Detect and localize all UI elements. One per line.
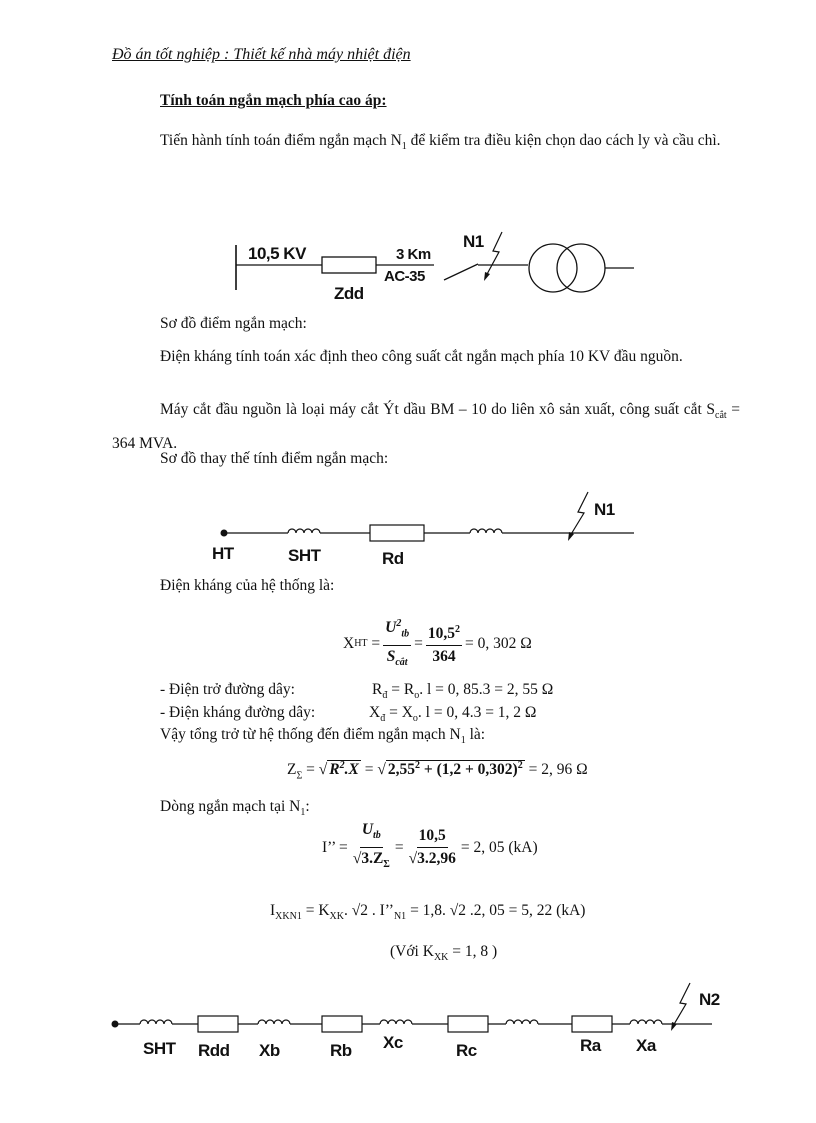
equation-xht: X HT = $\frac{U^2_{tb}}{S_{cắt}}$ = $\frac{10,5^2}{364}$ = 0, 302 Ω — [343, 614, 532, 673]
line-length-label: 3 Km — [396, 246, 431, 263]
diagram3-label-rdd: Rdd — [198, 1041, 230, 1060]
line-resistance-text: - Điện trở đường dây: — [160, 681, 295, 698]
intro-paragraph: Tiến hành tính toán điểm ngắn mạch $N_1$ để kiểm tra điều kiện chọn dao cách ly và cầu chì. — [160, 132, 721, 153]
impedance-label: Zdd — [334, 284, 364, 303]
line-reactance-eq: $X_đ = X_o$. l = 0, 4.3 = 1, 2 Ω — [369, 704, 537, 725]
source-label: HT — [212, 544, 234, 563]
diagram3-label-xa: Xa — [636, 1036, 656, 1055]
diagram3-label-sht: SHT — [143, 1039, 176, 1058]
equation-i: I’’ = $\frac{U_{tb}}{√3.Z_\Sigma}$ = $\frac{10,5}{√3.2,96}$ = 2, 05 (kA) — [322, 821, 538, 871]
line-reactance-text: - Điện kháng đường dây: — [160, 704, 316, 721]
caption-fault-diagram: Sơ đồ điểm ngắn mạch: — [160, 315, 307, 332]
fault-current-text: Dòng ngắn mạch tại $N_1$: — [160, 798, 310, 819]
diagram3-label-ra: Ra — [580, 1036, 601, 1055]
caption-equivalent-diagram: Sơ đồ thay thế tính điểm ngắn mạch: — [160, 450, 389, 467]
system-reactance-title: Điện kháng của hệ thống là: — [160, 577, 335, 594]
fault-label-n2: N2 — [699, 990, 720, 1009]
diagram3-label-rc: Rc — [456, 1041, 477, 1060]
line-resistance-label: Rd — [382, 549, 404, 568]
breaker-paragraph: Máy cắt đầu nguồn là loại máy cắt Ýt dầu BM – 10 do liên xô sản xuất, công suất cắt $S_{cắt} = 364$ MVA. — [112, 401, 740, 453]
reactance-paragraph: Điện kháng tính toán xác định theo công suất cắt ngắn mạch phía 10 KV đầu nguồn. — [160, 348, 683, 365]
diagram3-label-rb: Rb — [330, 1041, 352, 1060]
line-resistance-eq: $R_đ = R_o$. l = 0, 85.3 = 2, 55 Ω — [372, 681, 554, 702]
section-title: Tính toán ngắn mạch phía cao áp: — [160, 92, 387, 109]
document-header: Đồ án tốt nghiệp : Thiết kế nhà máy nhiệt điện — [112, 46, 411, 63]
source-reactance-label: SHT — [288, 546, 321, 565]
diagram3-label-xc: Xc — [383, 1033, 403, 1052]
voltage-label: 10,5 KV — [248, 244, 306, 263]
cable-label: AC-35 — [384, 268, 425, 285]
equation-z: $Z_\Sigma$ = √ $R^2.X$ = √ $2,55^2 + (1,2 + 0,302)^2 = 2$, 96 Ω — [287, 760, 588, 782]
equation-ixk: $I_{XKN1} = K_{XK}$. √2 . $I’’_{N1} = 1,8$. √2 .2, 05 = 5, 22 (kA) — [270, 902, 586, 923]
diagram3-label-xb: Xb — [259, 1041, 280, 1060]
fault-label-n1: N1 — [463, 232, 484, 251]
total-impedance-text: Vậy tổng trở từ hệ thống đến điểm ngắn mạch $N_1$ là: — [160, 726, 486, 747]
kxk-note: (Với $K_{XK} = 1$, 8 ) — [390, 943, 498, 964]
fault-label-n1-eq: N1 — [594, 500, 615, 519]
